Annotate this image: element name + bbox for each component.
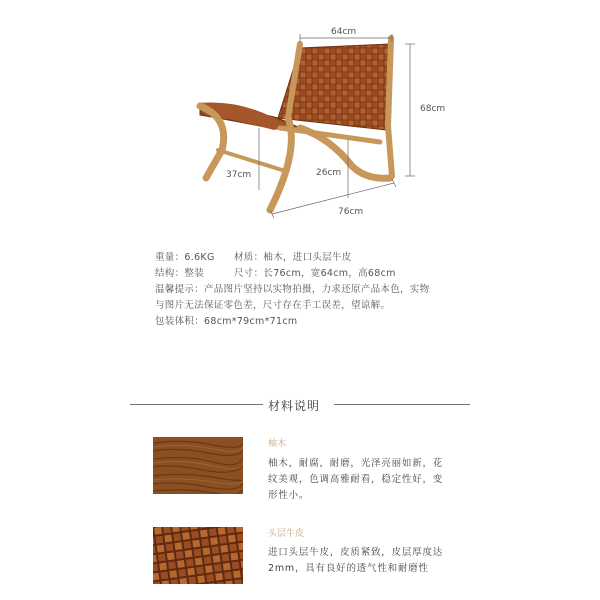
dimension-seat-height: 37cm	[226, 170, 252, 180]
spec-size: 尺寸：长76cm，宽64cm，高68cm	[234, 268, 396, 279]
dimension-height: 68cm	[420, 104, 446, 114]
spec-weight: 重量：6.6KG	[155, 252, 215, 263]
teak-desc-line3: 形性小。	[268, 490, 310, 501]
dimension-length: 76cm	[338, 207, 364, 217]
teak-desc-line2: 纹美观，色调高雅耐看，稳定性好，变	[268, 474, 444, 485]
spec-tip-line2: 与图片无法保证零色差，尺寸存在手工误差，望谅解。	[155, 300, 391, 311]
teak-wood-swatch	[153, 437, 243, 494]
teak-desc-line1: 柚木，耐腐，耐磨，光泽亮丽如新，花	[268, 458, 444, 469]
leather-weave-swatch	[153, 527, 243, 584]
leather-desc-line1: 进口头层牛皮，皮质紧致，皮层厚度达	[268, 547, 444, 558]
section-divider-right	[334, 404, 470, 405]
leather-desc-line2: 2mm，具有良好的透气性和耐磨性	[268, 563, 429, 574]
section-title: 材料说明	[268, 399, 321, 413]
spec-tip-line1: 温馨提示：产品图片坚持以实物拍摄，力求还原产品本色，实物	[155, 284, 430, 295]
spec-package: 包装体积：68cm*79cm*71cm	[155, 316, 298, 327]
leather-title: 头层牛皮	[268, 529, 305, 539]
spec-material: 材质：柚木，进口头层牛皮	[234, 252, 352, 263]
teak-title: 柚木	[268, 439, 287, 449]
chair-illustration	[0, 0, 600, 240]
spec-structure: 结构：整装	[155, 268, 205, 279]
dimension-seat-depth: 26cm	[316, 168, 342, 178]
section-divider-left	[130, 404, 263, 405]
dimension-width: 64cm	[331, 27, 357, 37]
